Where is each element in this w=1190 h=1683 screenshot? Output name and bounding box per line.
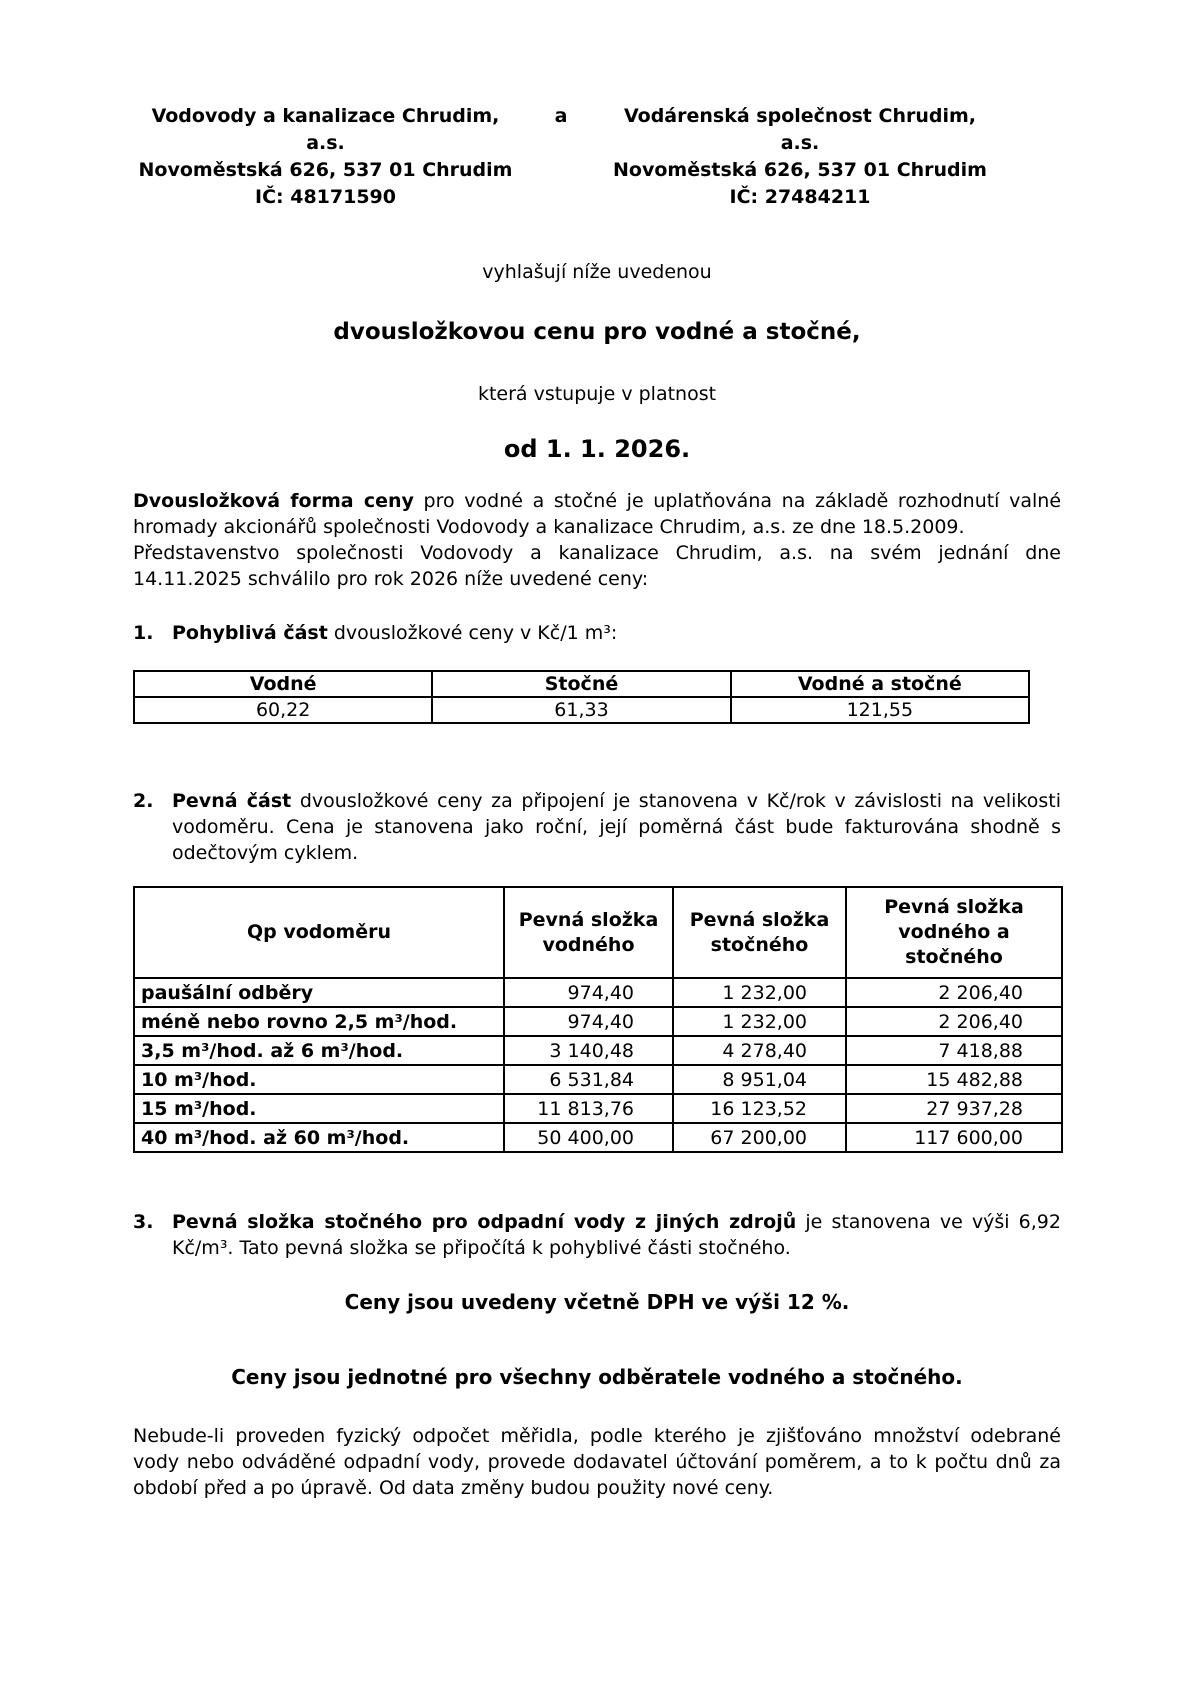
fixed-total: 117 600,00 [846, 1123, 1062, 1152]
fixed-stocne: 8 951,04 [673, 1065, 846, 1094]
section-3-heading [133, 1209, 1061, 1261]
fixed-total: 7 418,88 [846, 1036, 1062, 1065]
col-header-line: Pevná složka [884, 896, 1024, 918]
qp-label: 15 m³/hod. [134, 1094, 504, 1123]
closing-paragraph: Nebude-li proveden fyzický odpočet měřidla, podle kterého je zjišťováno množství odebrané vody nebo odváděné odpadní vody, provede dodavatel účtování poměrem, a to k počtu dnů za období před a po úpravě. Od data změny budou použity nové ceny. [133, 1425, 1061, 1499]
col-header-line: Pevná složka [689, 908, 830, 931]
table-row [134, 1036, 1062, 1065]
value-vodne-stocne: 121,55 [731, 697, 1029, 723]
col-header-vodne: Vodné [134, 671, 432, 697]
uniform-price-notice: Ceny jsou jednotné pro všechny odběratele vodného a stočného. [231, 1365, 963, 1389]
section-1-title: Pohyblivá část [172, 622, 328, 644]
section-3-rest: je stanovena ve výši 6,92 Kč/m³. Tato pevná složka se připočítá k pohyblivé části stočného. [172, 1211, 1061, 1259]
company-right-address: Novoměstská 626, 537 01 Chrudim [613, 159, 987, 181]
fixed-vodne: 11 813,76 [504, 1094, 673, 1123]
qp-label: 3,5 m³/hod. až 6 m³/hod. [134, 1036, 504, 1065]
fixed-vodne: 974,40 [504, 1007, 673, 1036]
section-3-number: 3. [133, 1211, 154, 1233]
fixed-stocne: 16 123,52 [673, 1094, 846, 1123]
section-2-title: Pevná část [172, 790, 292, 812]
section-1-number: 1. [133, 622, 154, 644]
table-row [134, 1007, 1062, 1036]
col-header-qp-text: Qp vodoměru [246, 921, 392, 943]
fixed-price-table [133, 886, 1063, 1153]
company-right-ic: IČ: 27484211 [729, 186, 871, 208]
col-header-fixed-stocne [673, 887, 846, 978]
company-block-left [133, 103, 518, 211]
fixed-vodne: 3 140,48 [504, 1036, 673, 1065]
value-stocne: 61,33 [432, 697, 730, 723]
col-header-line: Pevná složka [518, 908, 659, 931]
fixed-vodne: 50 400,00 [504, 1123, 673, 1152]
paragraph-basis-lead: Dvousložková forma ceny [133, 490, 414, 512]
fixed-stocne: 1 232,00 [673, 1007, 846, 1036]
vat-notice: Ceny jsou uvedeny včetně DPH ve výši 12 %. [344, 1290, 850, 1314]
fixed-vodne: 974,40 [504, 978, 673, 1007]
fixed-stocne: 4 278,40 [673, 1036, 846, 1065]
qp-label: 40 m³/hod. až 60 m³/hod. [134, 1123, 504, 1152]
company-left-name: Vodovody a kanalizace Chrudim, a.s. [151, 105, 500, 154]
col-header-fixed-total [846, 887, 1062, 978]
col-header-fixed-vodne [504, 887, 673, 978]
paragraph-basis-rest: pro vodné a stočné je uplatňována na základě rozhodnutí valné hromady akcionářů společnosti Vodovody a kanalizace Chrudim, a.s. ze dne 18.5.2009. [133, 490, 1062, 538]
table-header-row [134, 671, 1029, 697]
company-left-address: Novoměstská 626, 537 01 Chrudim [138, 159, 513, 181]
paragraph-approval: Představenstvo společnosti Vodovody a kanalizace Chrudim, a.s. na svém jednání dne 14.11.2025 schválilo pro rok 2026 níže uvedené ceny: [133, 542, 1061, 590]
col-header-line: stočného [710, 933, 809, 956]
col-header-line: vodného [542, 933, 635, 956]
table-row [134, 697, 1029, 723]
section-2-heading [133, 788, 1061, 866]
header-conjunction: a [554, 105, 568, 127]
variable-price-table [133, 670, 1030, 724]
section-1-rest: dvousložkové ceny v Kč/1 m³: [327, 622, 618, 644]
document-title: dvousložkovou cenu pro vodné a stočné, [333, 319, 861, 345]
company-right-name: Vodárenská společnost Chrudim, a.s. [623, 105, 976, 154]
paragraph-basis [133, 488, 1061, 540]
company-block-right [604, 103, 996, 211]
section-1-heading [133, 620, 1061, 646]
section-3-title: Pevná složka stočného pro odpadní vody z jiných zdrojů [172, 1211, 797, 1233]
col-header-qp [134, 887, 504, 978]
fixed-stocne: 1 232,00 [673, 978, 846, 1007]
col-header-vodne-stocne: Vodné a stočné [731, 671, 1029, 697]
table-row [134, 978, 1062, 1007]
fixed-stocne: 67 200,00 [673, 1123, 846, 1152]
fixed-vodne: 6 531,84 [504, 1065, 673, 1094]
fixed-total: 15 482,88 [846, 1065, 1062, 1094]
qp-label: méně nebo rovno 2,5 m³/hod. [134, 1007, 504, 1036]
qp-label: paušální odběry [134, 978, 504, 1007]
table-row [134, 1094, 1062, 1123]
fixed-total: 2 206,40 [846, 1007, 1062, 1036]
company-header [133, 103, 1061, 211]
announce-line: vyhlašují níže uvedenou [482, 261, 712, 283]
fixed-total: 27 937,28 [846, 1094, 1062, 1123]
col-header-line: vodného a stočného [898, 921, 1010, 968]
table-row [134, 1123, 1062, 1152]
effective-date: od 1. 1. 2026. [503, 435, 691, 463]
section-2-rest: dvousložkové ceny za připojení je stanovena v Kč/rok v závislosti na velikosti vodoměru. Cena je stanovena jako roční, její poměrná část bude fakturována shodně s odečtovým cyklem. [172, 790, 1061, 864]
qp-label: 10 m³/hod. [134, 1065, 504, 1094]
table-header-row [134, 887, 1062, 978]
validity-line: která vstupuje v platnost [477, 383, 717, 405]
section-2-number: 2. [133, 790, 154, 812]
value-vodne: 60,22 [134, 697, 432, 723]
fixed-total: 2 206,40 [846, 978, 1062, 1007]
table-row [134, 1065, 1062, 1094]
col-header-stocne: Stočné [432, 671, 730, 697]
company-left-ic: IČ: 48171590 [255, 186, 396, 208]
